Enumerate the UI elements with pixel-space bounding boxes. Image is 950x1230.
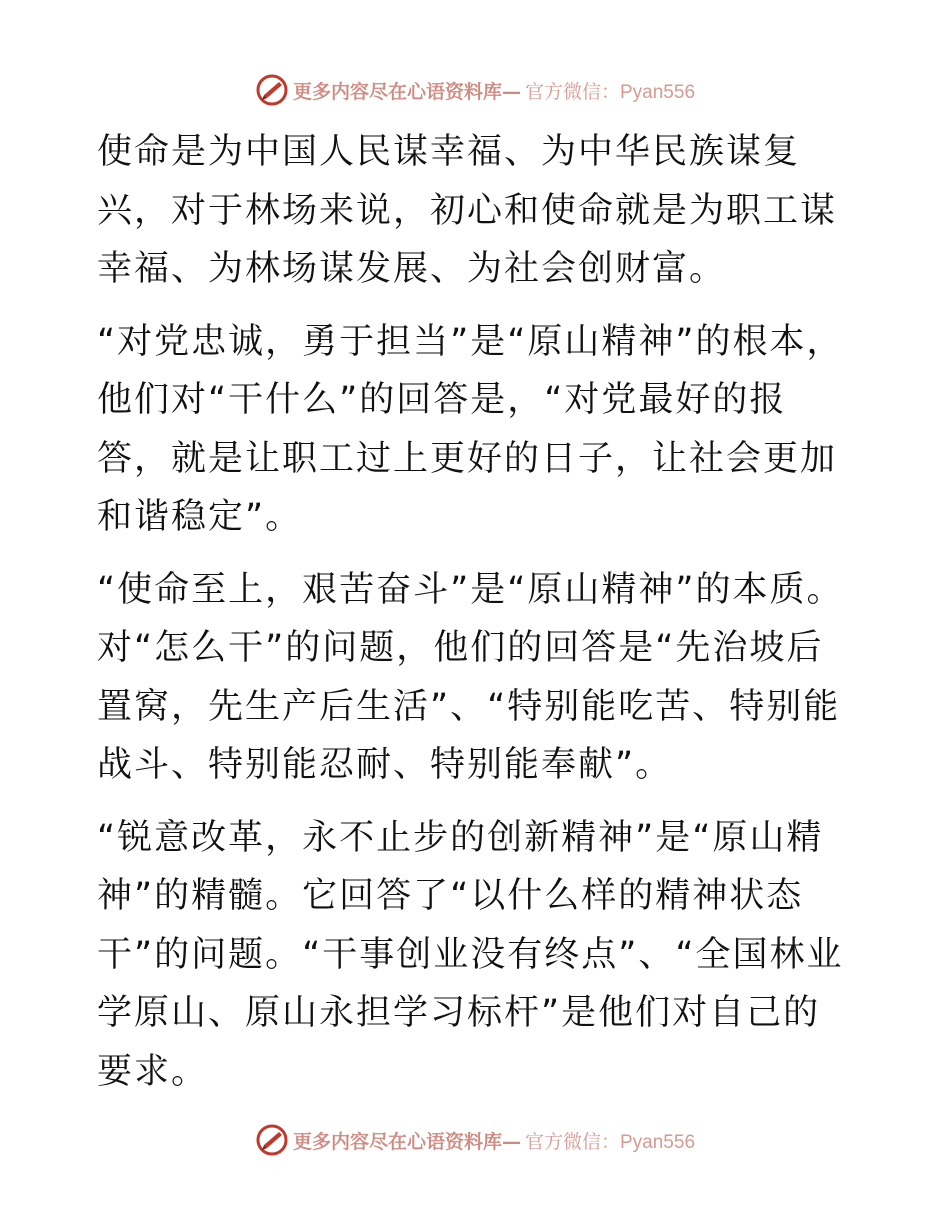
footer-banner-contact: 官方微信：Pyan556 — [525, 1131, 696, 1153]
footer-banner — [0, 1120, 950, 1160]
paragraph-1: 使命是为中国人民谋幸福、为中华民族谋复兴，对于林场来说，初心和使命就是为职工谋幸福、为林场谋发展、为社会创财富。 — [97, 132, 838, 289]
paragraph-2: “对党忠诚，勇于担当”是“原山精神”的根本，他们对“干什么”的回答是，“对党最好的报答，就是让职工过上更好的日子，让社会更加和谐稳定”。 — [97, 321, 844, 537]
header-banner — [0, 70, 950, 110]
footer-banner-text: 更多内容尽在心语资料库— — [292, 1130, 521, 1153]
header-banner-contact: 官方微信：Pyan556 — [525, 81, 696, 103]
logo-icon — [255, 1123, 289, 1157]
paragraph-4: “锐意改革，永不止步的创新精神”是“原山精神”的精髓。它回答了“以什么样的精神状态干”的问题。“干事创业没有终点”、“全国林业学原山、原山永担学习标杆”是他们对自己的要求。 — [97, 817, 844, 1092]
paragraph-3: “使命至上，艰苦奋斗”是“原山精神”的本质。对“怎么干”的问题，他们的回答是“先治坡后置窝，先生产后生活”、“特别能吃苦、特别能战斗、特别能忍耐、特别能奉献”。 — [97, 569, 844, 785]
document-body — [97, 123, 857, 1115]
logo-icon — [255, 73, 289, 107]
header-banner-text: 更多内容尽在心语资料库— — [292, 80, 521, 103]
